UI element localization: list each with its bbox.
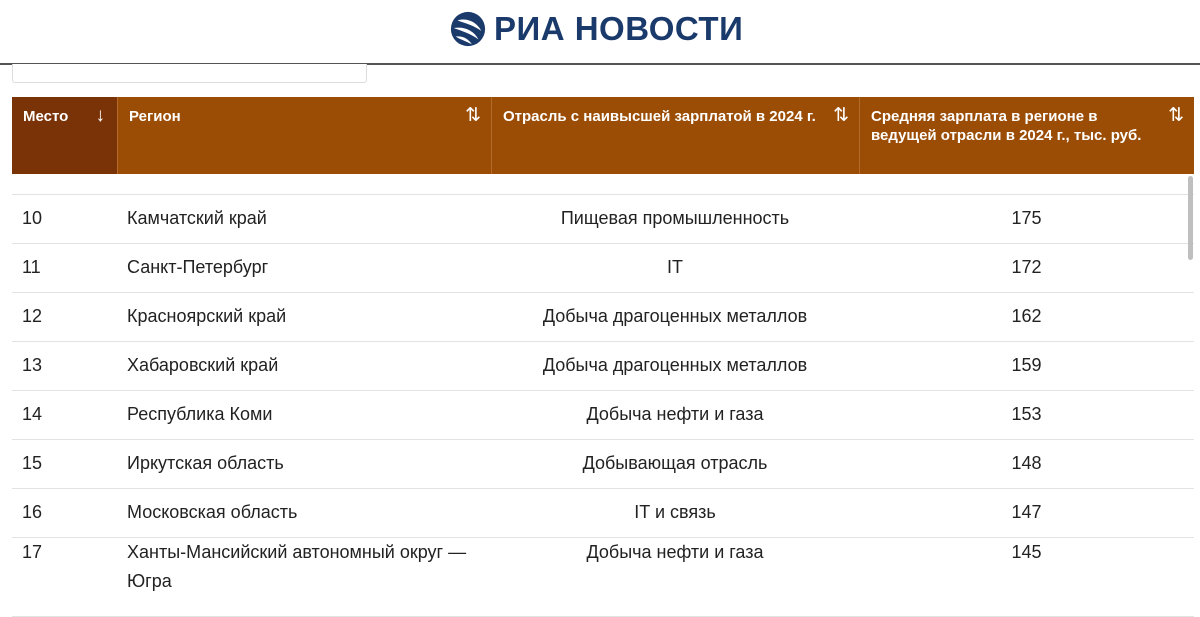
industry-cell: Пищевая промышленность bbox=[560, 208, 790, 228]
column-header-industry[interactable] bbox=[491, 97, 859, 174]
sort-toggle-icon[interactable]: ⇅ bbox=[1168, 105, 1184, 126]
salary-cell: 162 bbox=[1011, 306, 1042, 326]
salary-cell: 147 bbox=[1011, 502, 1042, 522]
table-row bbox=[12, 391, 1194, 440]
industry-cell: IT bbox=[667, 257, 683, 277]
rank-cell: 16 bbox=[22, 502, 43, 522]
salary-cell: 145 bbox=[1011, 542, 1042, 562]
clipped-row bbox=[12, 174, 1194, 195]
region-cell: Иркутская область bbox=[127, 453, 284, 473]
industry-cell: Добыча нефти и газа bbox=[586, 542, 764, 562]
site-header bbox=[0, 0, 1200, 65]
brand-name: РИА НОВОСТИ bbox=[494, 10, 744, 47]
table-row bbox=[12, 440, 1194, 489]
table-row bbox=[12, 195, 1194, 244]
salary-cell: 175 bbox=[1011, 208, 1042, 228]
rank-cell: 12 bbox=[22, 306, 43, 326]
ria-globe-icon bbox=[449, 10, 487, 48]
region-cell: Ханты-Мансийский автономный округ — Югра bbox=[127, 542, 467, 591]
ria-logo[interactable] bbox=[449, 10, 743, 48]
column-label: Отрасль с наивысшей зарплатой в 2024 г. bbox=[503, 108, 816, 125]
region-cell: Красноярский край bbox=[127, 306, 287, 326]
rank-cell: 17 bbox=[22, 542, 43, 562]
column-label: Место bbox=[23, 108, 69, 125]
table-row bbox=[12, 342, 1194, 391]
table-row bbox=[12, 538, 1194, 617]
scrollbar-thumb[interactable] bbox=[1188, 176, 1193, 260]
salary-cell: 159 bbox=[1011, 355, 1042, 375]
column-label: Регион bbox=[129, 108, 181, 125]
sort-desc-icon[interactable]: ↓ bbox=[95, 105, 105, 126]
sort-toggle-icon[interactable]: ⇅ bbox=[833, 105, 849, 126]
table-row bbox=[12, 293, 1194, 342]
rank-cell: 14 bbox=[22, 404, 43, 424]
rank-cell: 10 bbox=[22, 208, 43, 228]
region-cell: Республика Коми bbox=[127, 404, 273, 424]
column-header-salary[interactable] bbox=[859, 97, 1194, 174]
column-header-region[interactable] bbox=[117, 97, 491, 174]
industry-cell: Добыча драгоценных металлов bbox=[542, 355, 808, 375]
table-header bbox=[12, 97, 1194, 174]
table-search-box[interactable] bbox=[12, 64, 367, 83]
sort-toggle-icon[interactable]: ⇅ bbox=[465, 105, 481, 126]
region-cell: Хабаровский край bbox=[127, 355, 279, 375]
region-cell: Камчатский край bbox=[127, 208, 267, 228]
industry-cell: Добывающая отрасль bbox=[582, 453, 768, 473]
salary-cell: 148 bbox=[1011, 453, 1042, 473]
table-body bbox=[12, 174, 1194, 617]
salary-cell: 172 bbox=[1011, 257, 1042, 277]
industry-cell: IT и связь bbox=[634, 502, 716, 522]
industry-cell: Добыча нефти и газа bbox=[586, 404, 764, 424]
salary-cell: 153 bbox=[1011, 404, 1042, 424]
rank-cell: 13 bbox=[22, 355, 43, 375]
region-cell: Санкт-Петербург bbox=[127, 257, 269, 277]
rank-cell: 15 bbox=[22, 453, 43, 473]
table-row bbox=[12, 489, 1194, 538]
column-header-rank[interactable] bbox=[12, 97, 117, 174]
column-label: Средняя зарплата в регионе в ведущей отрасли в 2024 г., тыс. руб. bbox=[871, 108, 1142, 144]
region-cell: Московская область bbox=[127, 502, 298, 522]
table-row bbox=[12, 244, 1194, 293]
industry-cell: Добыча драгоценных металлов bbox=[542, 306, 808, 326]
rank-cell: 11 bbox=[22, 257, 41, 277]
